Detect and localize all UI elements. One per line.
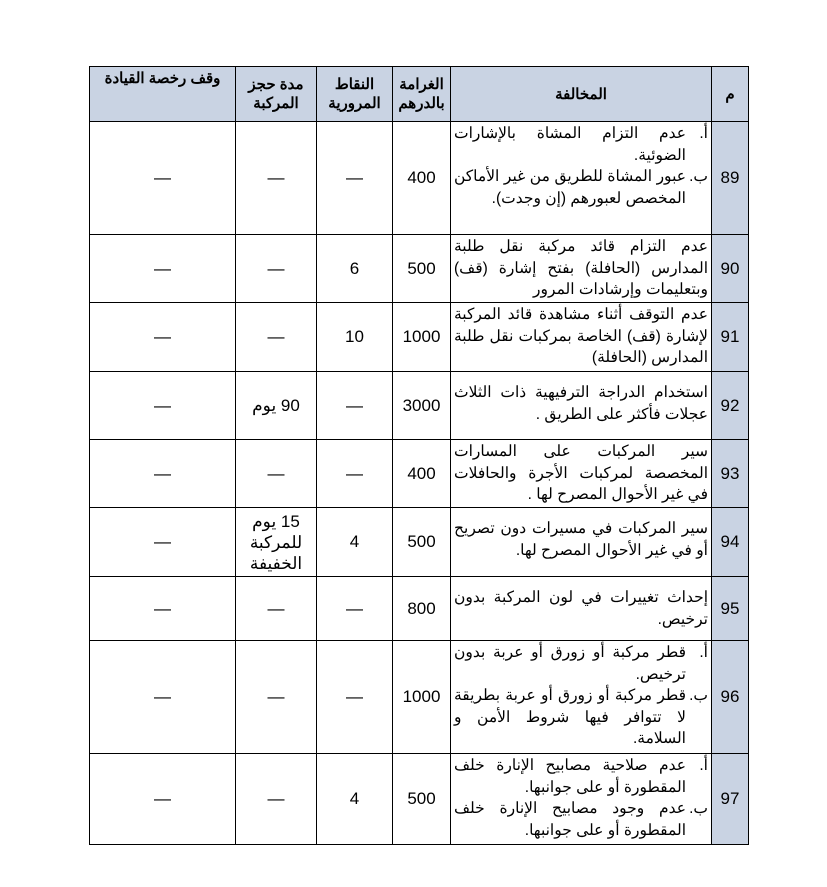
violation-cell — [451, 754, 712, 845]
row-number: 91 — [712, 303, 749, 372]
impound-cell: — — [236, 122, 317, 235]
row-number: 89 — [712, 122, 749, 235]
violation-item — [454, 798, 708, 841]
points-cell: 4 — [317, 754, 393, 845]
points-cell: 4 — [317, 508, 393, 577]
table-header-row — [90, 67, 749, 122]
table-row — [90, 372, 749, 440]
impound-cell: 90 يوم — [236, 372, 317, 440]
row-number: 92 — [712, 372, 749, 440]
header-num: م — [712, 67, 749, 122]
header-points: النقاط المرورية — [317, 67, 393, 122]
license-cell: — — [90, 122, 236, 235]
item-label: ب. — [689, 800, 708, 817]
impound-cell: — — [236, 440, 317, 508]
table-row — [90, 303, 749, 372]
violation-item — [454, 642, 708, 685]
fine-cell: 500 — [393, 754, 451, 845]
impound-cell: — — [236, 577, 317, 641]
fine-cell: 1000 — [393, 641, 451, 754]
impound-cell: — — [236, 303, 317, 372]
points-cell: 10 — [317, 303, 393, 372]
row-number: 97 — [712, 754, 749, 845]
impound-cell: — — [236, 641, 317, 754]
points-cell: — — [317, 122, 393, 235]
license-cell: — — [90, 303, 236, 372]
license-cell: — — [90, 235, 236, 303]
violation-cell: عدم التزام قائد مركبة نقل طلبة المدارس (الحافلة) بفتح إشارة (قف) وبتعليمات وإرشادات المرور — [451, 235, 712, 303]
item-text: عدم التزام المشاة بالإشارات الضوئية. — [454, 125, 686, 164]
table-row — [90, 641, 749, 754]
violation-cell: سير المركبات على المسارات المخصصة لمركبات الأجرة والحافلات في غير الأحوال المصرح لها . — [451, 440, 712, 508]
row-number: 90 — [712, 235, 749, 303]
traffic-violations-table — [89, 66, 749, 845]
fine-cell: 400 — [393, 122, 451, 235]
violation-item — [454, 685, 708, 750]
violation-cell: إحداث تغييرات في لون المركبة بدون ترخيص. — [451, 577, 712, 641]
item-label: ب. — [689, 168, 708, 185]
impound-line: الخفيفة — [249, 553, 303, 573]
item-text: قطر مركبة أو زورق أو عربة بدون ترخيص. — [454, 644, 686, 683]
row-number: 94 — [712, 508, 749, 577]
license-cell: — — [90, 577, 236, 641]
row-number: 93 — [712, 440, 749, 508]
fine-cell: 500 — [393, 235, 451, 303]
item-text: عدم وجود مصابيح الإنارة خلف المقطورة أو على جوانبها. — [454, 800, 686, 839]
license-cell: — — [90, 754, 236, 845]
violation-cell — [451, 122, 712, 235]
table-row — [90, 577, 749, 641]
violation-item — [454, 166, 708, 209]
row-number: 95 — [712, 577, 749, 641]
impound-line: 15 يوم — [252, 511, 300, 531]
table-row — [90, 440, 749, 508]
license-cell: — — [90, 440, 236, 508]
header-fine: الغرامة بالدرهم — [393, 67, 451, 122]
header-license: وقف رخصة القيادة — [90, 67, 236, 122]
violation-item — [454, 123, 708, 166]
violation-cell: سير المركبات في مسيرات دون تصريح أو في غير الأحوال المصرح لها. — [451, 508, 712, 577]
header-violation: المخالفة — [451, 67, 712, 122]
item-label: أ. — [699, 125, 708, 142]
fine-cell: 800 — [393, 577, 451, 641]
violation-cell — [451, 641, 712, 754]
fine-cell: 1000 — [393, 303, 451, 372]
points-cell: — — [317, 440, 393, 508]
item-label: أ. — [699, 644, 708, 661]
violation-item — [454, 755, 708, 798]
table-row — [90, 235, 749, 303]
fine-cell: 3000 — [393, 372, 451, 440]
impound-cell: — — [236, 235, 317, 303]
violation-cell: عدم التوقف أثناء مشاهدة قائد المركبة لإشارة (قف) الخاصة بمركبات نقل طلبة المدارس (الحافلة) — [451, 303, 712, 372]
points-cell: — — [317, 372, 393, 440]
table-row — [90, 754, 749, 845]
item-label: أ. — [699, 757, 708, 774]
header-impound: مدة حجز المركبة — [236, 67, 317, 122]
violation-cell: استخدام الدراجة الترفيهية ذات الثلاث عجلات فأكثر على الطريق . — [451, 372, 712, 440]
table-row — [90, 508, 749, 577]
table-row — [90, 122, 749, 235]
item-label: ب. — [689, 687, 708, 704]
impound-cell — [236, 508, 317, 577]
points-cell: 6 — [317, 235, 393, 303]
impound-line: للمركبة — [249, 532, 303, 552]
points-cell: — — [317, 641, 393, 754]
license-cell: — — [90, 372, 236, 440]
fine-cell: 400 — [393, 440, 451, 508]
impound-cell: — — [236, 754, 317, 845]
item-text: عدم صلاحية مصابيح الإنارة خلف المقطورة أو على جوانبها. — [454, 757, 686, 796]
item-text: عبور المشاة للطريق من غير الأماكن المخصص لعبورهم (إن وجدت). — [454, 168, 686, 207]
fine-cell: 500 — [393, 508, 451, 577]
license-cell: — — [90, 641, 236, 754]
license-cell: — — [90, 508, 236, 577]
item-text: قطر مركبة أو زورق أو عربة بطريقة لا تتوافر فيها شروط الأمن و السلامة. — [454, 687, 686, 747]
points-cell: — — [317, 577, 393, 641]
row-number: 96 — [712, 641, 749, 754]
